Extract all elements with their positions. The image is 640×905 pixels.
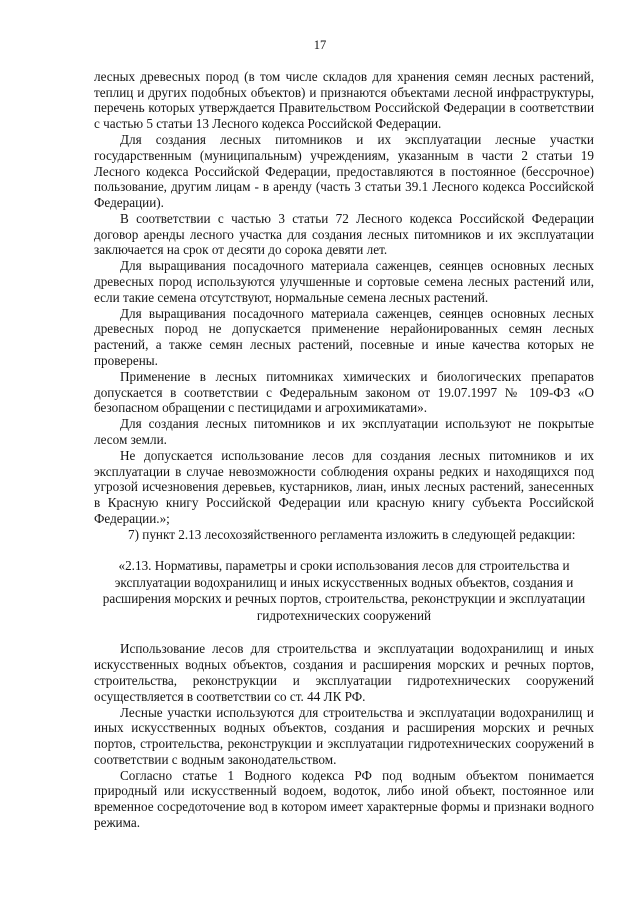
section-heading-2-13: «2.13. Нормативы, параметры и сроки использования лесов для строительства и эксплуатации водохранилищ и иных искусственных водных объектов, создания и расширения морских и речных портов, строительства, реконструкции и эксплуатации гидротехнических сооружений [102, 558, 586, 623]
paragraph-land-plots-use: Лесные участки используются для строительства и эксплуатации водохранилищ и иных искусственных водных объектов, создания и расширения морских и речных портов, строительства, реконструкции и эксплуатации гидротехнических сооружений в соответствии с водным законодательством. [94, 704, 594, 767]
paragraph-chemicals: Применение в лесных питомниках химических и биологических препаратов допускается в соответствии с Федеральным законом от 19.07.1997 № 109-ФЗ «О безопасном обращении с пестицидами и агрохимикатами». [94, 368, 594, 416]
page-number: 17 [313, 38, 327, 52]
paragraph-use-of-forests: Использование лесов для строительства и эксплуатации водохранилищ и иных искусственных водных объектов, создания и расширения морских и речных портов, строительства, реконструкции и эксплуатации гидротехнических сооружений осуществляется в соответствии со ст. 44 ЛК РФ. [94, 641, 594, 704]
paragraph-water-code-definition: Согласно статье 1 Водного кодекса РФ под водным объектом понимается природный или искусственный водоем, водоток, либо иной объект, постоянное или временное сосредоточение вод в котором имеет характерные формы и признаки водного режима. [94, 767, 594, 830]
paragraph-red-book-restriction: Не допускается использование лесов для создания лесных питомников и их эксплуатации в случае невозможности соблюдения охраны редких и находящихся под угрозой исчезновения деревьев, кустарников, лиан, иных лесных растений, занесенных в Красную книгу Российской Федерации или красную книгу субъекта Российской Федерации.»; [94, 447, 594, 526]
paragraph-non-forested-land: Для создания лесных питомников и их эксплуатации используют не покрытые лесом земли. [94, 416, 594, 447]
paragraph-nursery-land-allocation: Для создания лесных питомников и их эксплуатации лесные участки государственным (муниципальным) учреждениям, указанным в части 2 статьи 19 Лесного кодекса Российской Федерации, предоставляются в постоянное (бессрочное) пользование, другим лицам - в аренду (часть 3 статьи 39.1 Лесного кодекса Российской Федерации). [94, 132, 594, 210]
paragraph-amendment-item-7: 7) пункт 2.13 лесохозяйственного регламента изложить в следующей редакции: [128, 526, 576, 542]
paragraph-continuation: лесных древесных пород (в том числе складов для хранения семян лесных растений, теплиц и других подобных объектов) и признаются объектами лесной инфраструктуры, перечень которых утверждается Правительством Российской Федерации в соответствии с частью 5 статьи 13 Лесного кодекса Российской Федерации. [94, 69, 594, 132]
paragraph-unzoned-seeds: Для выращивания посадочного материала саженцев, сеянцев основных лесных древесных пород не допускается применение нерайонированных семян лесных растений, а также семян лесных растений, посевные и иные качества которых не проверены. [94, 305, 594, 368]
paragraph-lease-term: В соответствии с частью 3 статьи 72 Лесного кодекса Российской Федерации договор аренды лесного участка для создания лесных питомников и их эксплуатации заключается на срок от десяти до сорока девяти лет. [94, 210, 594, 258]
document-body [94, 69, 594, 831]
paragraph-improved-seeds: Для выращивания посадочного материала саженцев, сеянцев основных лесных древесных пород используются улучшенные и сортовые семена лесных растений или, если такие семена отсутствуют, нормальные семена лесных растений. [94, 258, 594, 305]
